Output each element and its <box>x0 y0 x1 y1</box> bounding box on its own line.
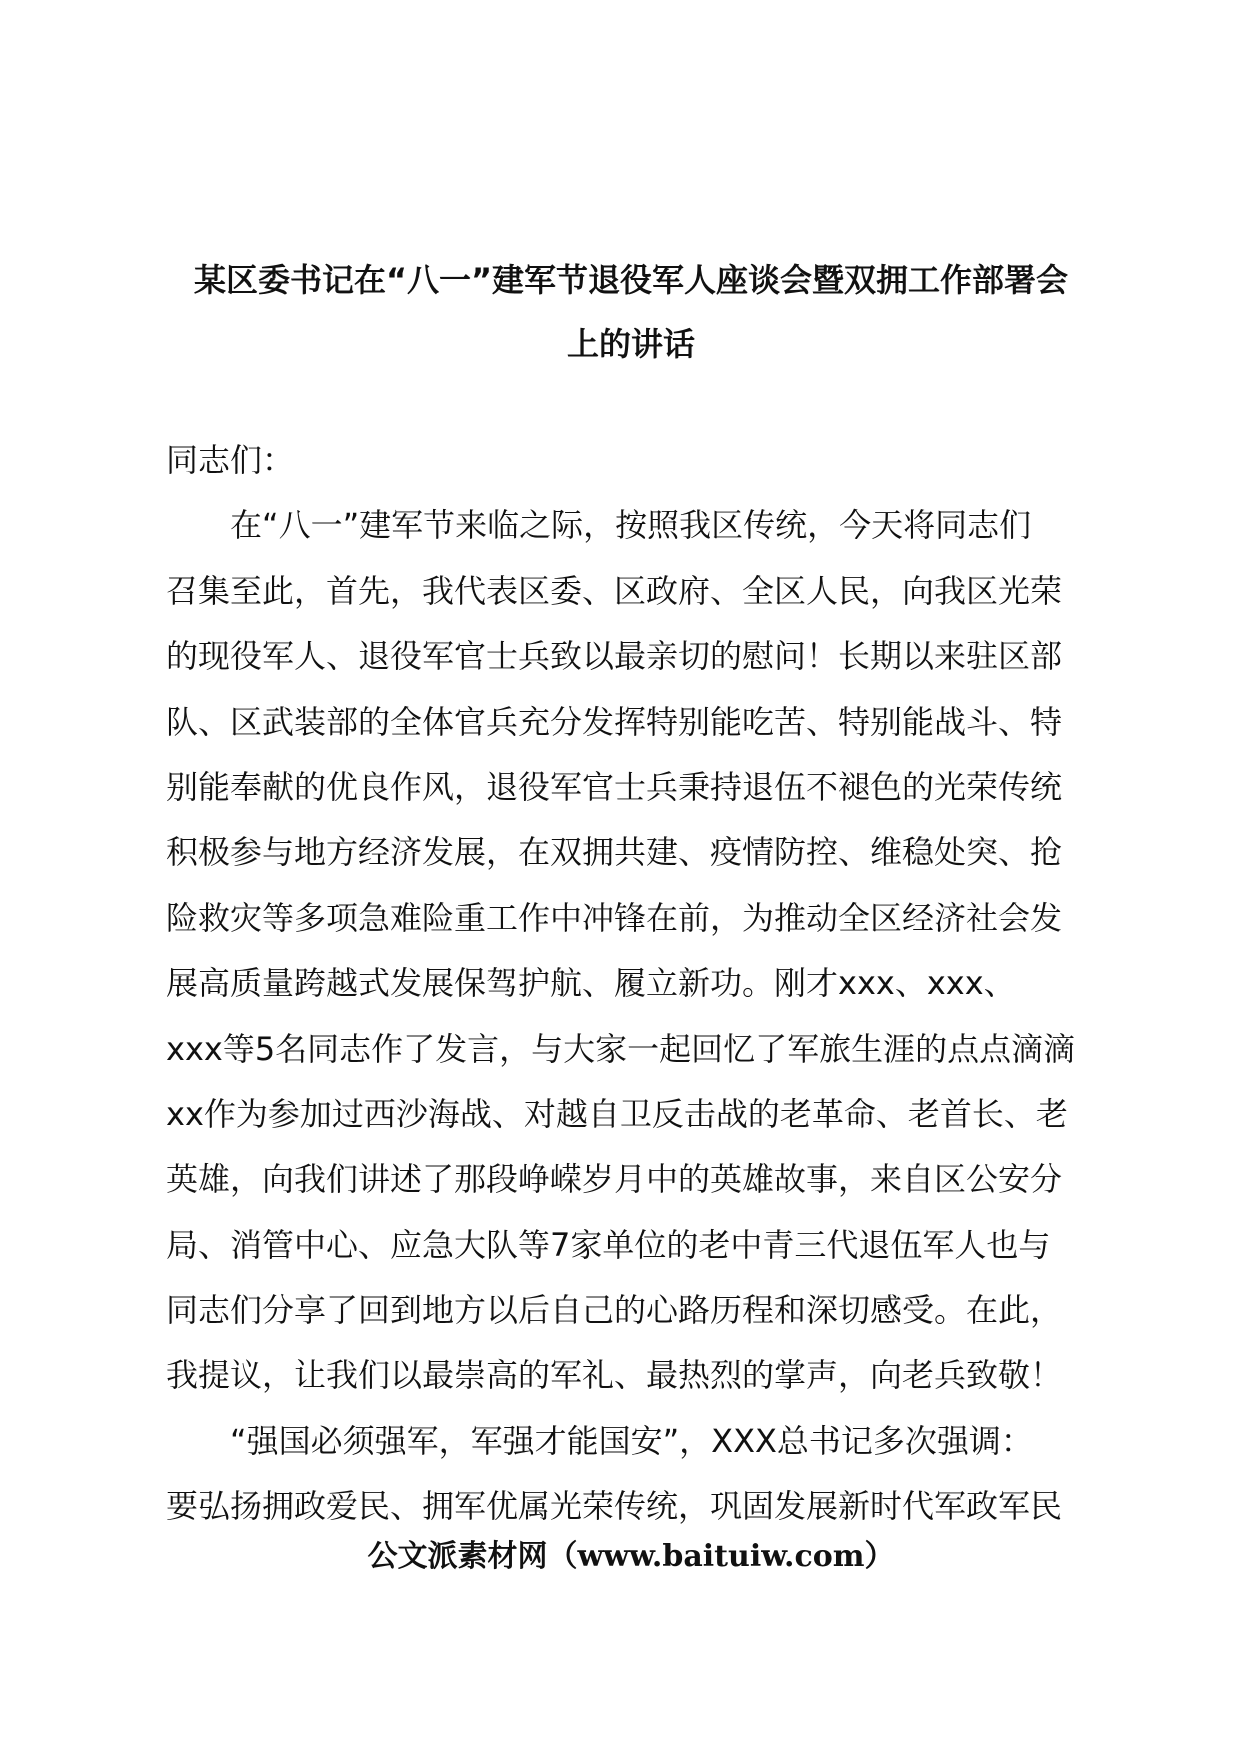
document-title <box>166 248 1096 376</box>
paragraph-1-line-14: 我提议，让我们以最崇高的军礼、最热烈的掌声，向老兵致敬！ <box>166 1356 1063 1395</box>
document-body <box>166 428 1096 1540</box>
paragraph-1-line-9: xxx等5名同志作了发言，与大家一起回忆了军旅生涯的点点滴滴 <box>166 1029 1076 1068</box>
paragraph-1-line-8: 展高质量跨越式发展保驾护航、履立新功。刚才xxx、xxx、 <box>166 964 1016 1003</box>
title-line-1: 某区委书记在“八一”建军节退役军人座谈会暨双拥工作部署会 <box>193 261 1069 299</box>
paragraph-1-line-2: 召集至此，首先，我代表区委、区政府、全区人民，向我区光荣 <box>166 571 1063 610</box>
title-line-2: 上的讲话 <box>566 325 695 363</box>
paragraph-1-line-12: 局、消管中心、应急大队等7家单位的老中青三代退伍军人也与 <box>166 1225 1051 1264</box>
paragraph-2-line-1: “强国必须强军，军强才能国安”，XXX总书记多次强调： <box>230 1421 1033 1460</box>
footer-watermark: 公文派素材网（www.baituiw.com） <box>367 1539 895 1574</box>
paragraph-1-line-7: 险救灾等多项急难险重工作中冲锋在前，为推动全区经济社会发 <box>166 898 1063 937</box>
paragraph-1-line-13: 同志们分享了回到地方以后自己的心路历程和深切感受。在此， <box>166 1291 1063 1330</box>
paragraph-1-line-1: 在“八一”建军节来临之际，按照我区传统，今天将同志们 <box>230 506 1032 545</box>
paragraph-1-line-5: 别能奉献的优良作风，退役军官士兵秉持退伍不褪色的光荣传统 <box>166 767 1063 806</box>
paragraph-1-line-10: xx作为参加过西沙海战、对越自卫反击战的老革命、老首长、老 <box>166 1094 1068 1133</box>
paragraph-1-line-11: 英雄，向我们讲述了那段峥嵘岁月中的英雄故事，来自区公安分 <box>166 1160 1063 1199</box>
paragraph-1-line-3: 的现役军人、退役军官士兵致以最亲切的慰问！长期以来驻区部 <box>166 637 1063 676</box>
paragraph-2-line-2: 要弘扬拥政爱民、拥军优属光荣传统，巩固发展新时代军政军民 <box>166 1487 1063 1526</box>
paragraph-1-line-6: 积极参与地方经济发展，在双拥共建、疫情防控、维稳处突、抢 <box>166 833 1063 872</box>
salutation: 同志们： <box>166 441 295 479</box>
paragraph-1-line-4: 队、区武装部的全体官兵充分发挥特别能吃苦、特别能战斗、特 <box>166 702 1063 741</box>
